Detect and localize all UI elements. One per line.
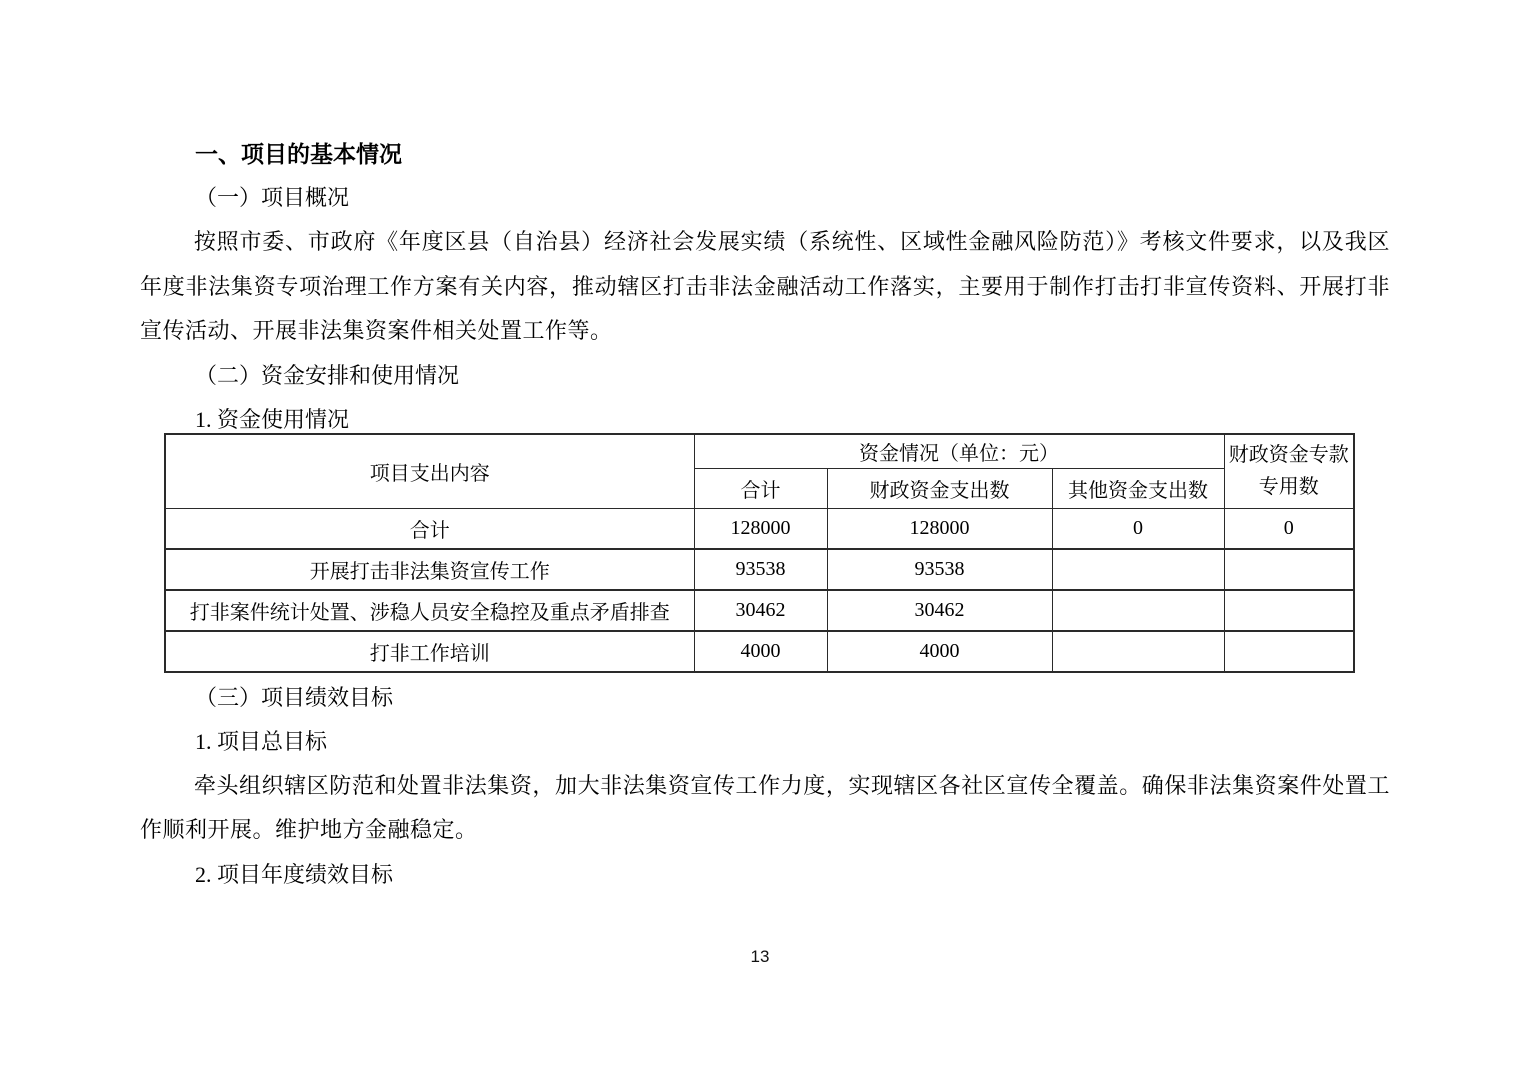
item-overall-goal-title: 1. 项目总目标 xyxy=(195,728,328,754)
row-other-cell: 0 xyxy=(1052,508,1224,549)
header-funds-group: 资金情况（单位：元） xyxy=(694,434,1224,469)
row-fiscal-cell: 93538 xyxy=(827,549,1052,590)
document-body xyxy=(140,132,1390,897)
row-special-cell xyxy=(1224,631,1354,672)
header-total: 合计 xyxy=(694,468,827,508)
row-name-cell: 打非工作培训 xyxy=(165,631,694,672)
row-total-cell: 128000 xyxy=(694,508,827,549)
header-expense-content: 项目支出内容 xyxy=(165,434,694,509)
section-1-title: （一）项目概况 xyxy=(195,185,350,210)
table-row-case-handling xyxy=(165,590,1354,631)
table-row-total xyxy=(165,508,1354,549)
row-other-cell xyxy=(1052,549,1224,590)
row-special-cell xyxy=(1224,590,1354,631)
paragraph-overall-goal: 牵头组织辖区防范和处置非法集资，加大非法集资宣传工作力度，实现辖区各社区宣传全覆盖。确保非法集资案件处置工作顺利开展。维护地方金融稳定。 xyxy=(140,772,1390,842)
paragraph-project-overview: 按照市委、市政府《年度区县（自治县）经济社会发展实绩（系统性、区域性金融风险防范）》考核文件要求，以及我区年度非法集资专项治理工作方案有关内容，推动辖区打击非法金融活动工作落实，主要用于制作打击打非宣传资料、开展打非宣传活动、开展非法集资案件相关处置工作等。 xyxy=(140,229,1390,343)
row-total-cell: 4000 xyxy=(694,631,827,672)
row-total-cell: 30462 xyxy=(694,590,827,631)
table-row-publicity xyxy=(165,549,1354,590)
row-special-cell: 0 xyxy=(1224,508,1354,549)
header-special-funds-line1: 财政资金专款 xyxy=(1228,444,1349,466)
header-special-funds xyxy=(1224,434,1354,509)
funds-usage-table xyxy=(164,433,1355,673)
item-annual-goal-title: 2. 项目年度绩效目标 xyxy=(195,861,394,887)
row-special-cell xyxy=(1224,549,1354,590)
section-2-title: （二）资金安排和使用情况 xyxy=(195,362,460,388)
table-row-training xyxy=(165,631,1354,672)
row-fiscal-cell: 128000 xyxy=(827,508,1052,549)
header-special-funds-line2: 专用数 xyxy=(1258,476,1319,498)
row-fiscal-cell: 30462 xyxy=(827,590,1052,631)
row-total-cell: 93538 xyxy=(694,549,827,590)
row-other-cell xyxy=(1052,631,1224,672)
header-other-expense: 其他资金支出数 xyxy=(1052,468,1224,508)
row-name-cell: 开展打击非法集资宣传工作 xyxy=(165,549,694,590)
header-fiscal-expense: 财政资金支出数 xyxy=(827,468,1052,508)
section-3-title: （三）项目绩效目标 xyxy=(195,684,394,710)
row-name-cell: 合计 xyxy=(165,508,694,549)
row-other-cell xyxy=(1052,590,1224,631)
row-fiscal-cell: 4000 xyxy=(827,631,1052,672)
item-funds-usage-title: 1. 资金使用情况 xyxy=(195,406,350,432)
row-name-cell: 打非案件统计处置、涉稳人员安全稳控及重点矛盾排查 xyxy=(165,590,694,631)
main-heading: 一、项目的基本情况 xyxy=(195,141,402,167)
page-number: 13 xyxy=(750,947,770,966)
